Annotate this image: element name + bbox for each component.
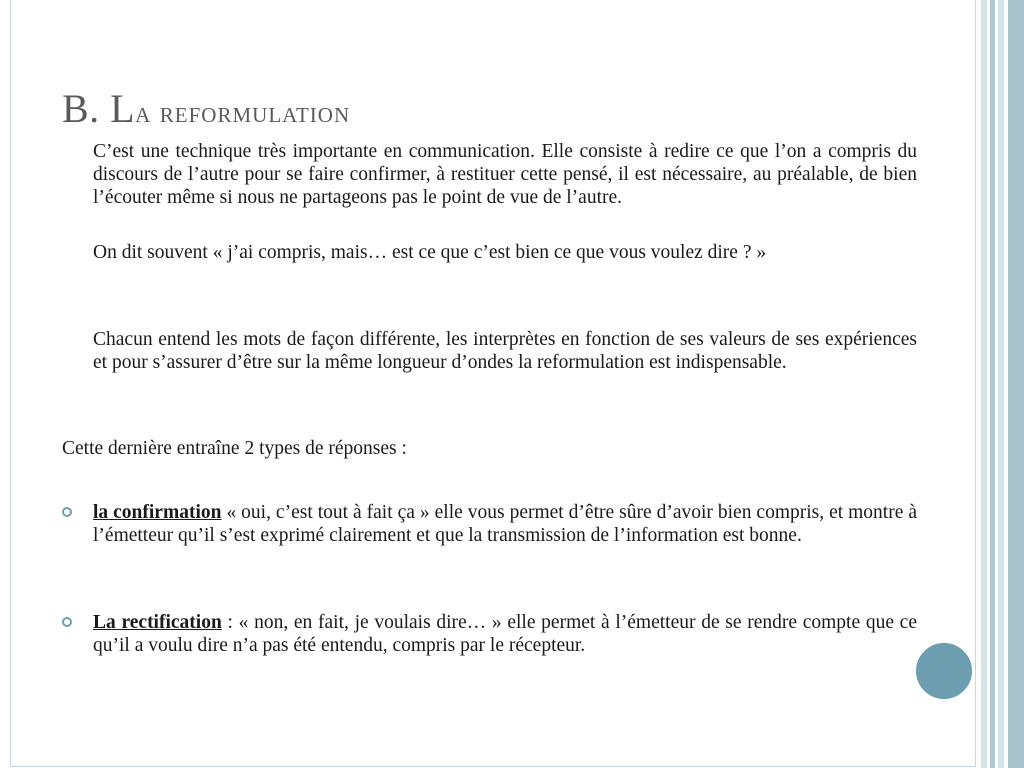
decorative-stripe bbox=[981, 0, 987, 768]
bullet-text bbox=[93, 501, 917, 547]
bullet-description: « oui, c’est tout à fait ça » elle vous permet d’être sûre d’avoir bien compris, et montre à l’émetteur qu’il s’est exprimé clairement et que la transmission de l’information est bonne. bbox=[93, 502, 917, 546]
slide-title bbox=[62, 85, 350, 132]
title-initial: B. L bbox=[62, 85, 136, 131]
bullet-text bbox=[93, 611, 917, 657]
title-rest: a reformulation bbox=[135, 95, 351, 129]
lead-text: Cette dernière entraîne 2 types de réponses : bbox=[62, 438, 407, 459]
bullet-description: : « non, en fait, je voulais dire… » elle permet à l’émetteur de se rendre compte que ce qu’il a voulu dire n’a pas été entendu, compris par le récepteur. bbox=[93, 612, 917, 656]
decorative-circle bbox=[913, 640, 975, 702]
paragraph-saying: On dit souvent « j’ai compris, mais… est ce que c’est bien ce que vous voulez dire ? » bbox=[93, 242, 767, 263]
decorative-stripe bbox=[998, 0, 1004, 768]
bullet-term: la confirmation bbox=[93, 502, 222, 523]
paragraph-interpretation: Chacun entend les mots de façon différente, les interprètes en fonction de ses valeurs de ses expériences et pour s’assurer d’être sur la même longueur d’ondes la reformulation est indispensable. bbox=[93, 329, 917, 373]
decorative-stripe bbox=[1008, 0, 1024, 768]
decorative-stripe bbox=[990, 0, 995, 768]
bullet-icon bbox=[62, 507, 72, 517]
bullet-icon bbox=[62, 617, 72, 627]
paragraph-definition: C’est une technique très importante en communication. Elle consiste à redire ce que l’on a compris du discours de l’autre pour se faire confirmer, à restituer cette pensé, il est nécessaire, au préalable, de bien l’écouter même si nous ne partageons pas le point de vue de l’autre. bbox=[93, 141, 917, 208]
bullet-term: La rectification bbox=[93, 612, 222, 633]
